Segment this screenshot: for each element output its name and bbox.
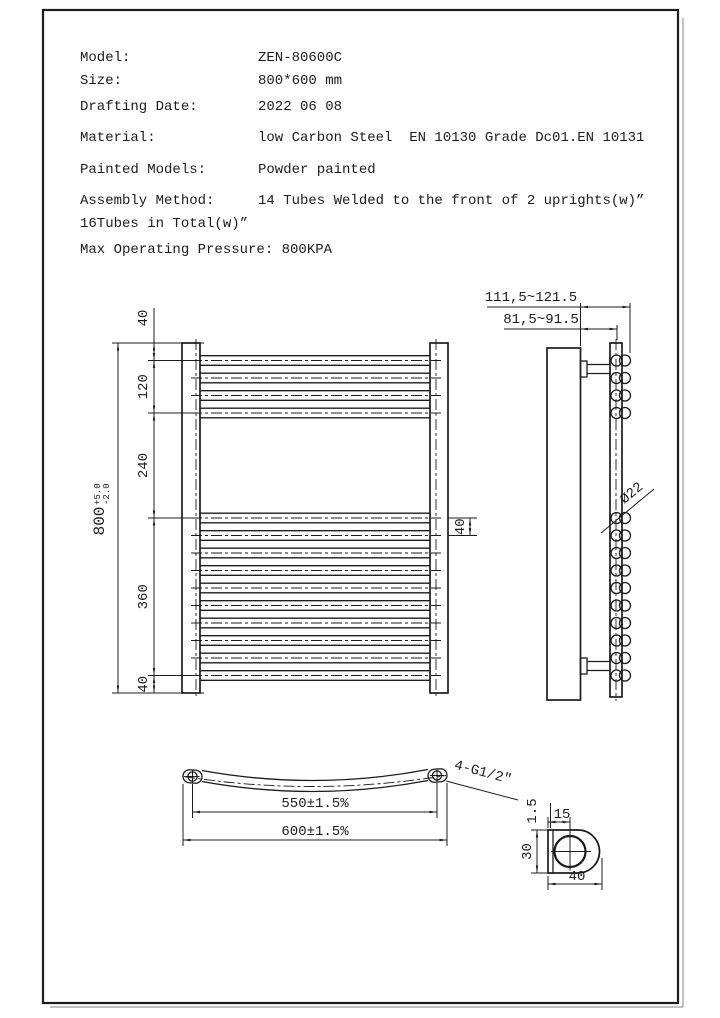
model-label: Model:: [80, 50, 131, 66]
dim-middle-gap-label: 240: [136, 452, 152, 479]
assembly-value: 14 Tubes Welded to the front of 2 uprights(w)”: [258, 193, 645, 209]
wall-section: [547, 348, 581, 700]
tubes: [191, 356, 441, 681]
dim-bottom-group-label: 360: [136, 584, 152, 610]
material-value: low Carbon Steel EN 10130 Grade Dc01.EN 10131: [258, 130, 645, 146]
dim-wall-to-upright-label: 81,5~91.5: [503, 312, 579, 328]
dim-top-group-label: 120: [136, 374, 152, 400]
connection-size-label: 4-G1/2": [452, 757, 514, 789]
dim-bottom-offset-label: 40: [136, 675, 152, 693]
dim-profile-height-label: 30: [520, 843, 536, 860]
tubes-total-note: 16Tubes in Total(w)”: [80, 216, 249, 232]
border-frame: [43, 10, 683, 1007]
dim-top-offset-label: 40: [136, 309, 152, 327]
size-value: 800*600 mm: [258, 73, 343, 89]
painted-value: Powder painted: [258, 162, 376, 178]
dim-overall-height: [91, 483, 112, 535]
detail-view: [520, 798, 602, 890]
tolerance-plus-label: +5.0: [93, 483, 103, 505]
wall-bracket-top: [581, 361, 611, 377]
date-value: 2022 06 08: [258, 99, 343, 115]
painted-label: Painted Models:: [80, 162, 207, 178]
dim-hole-centers-label: 550±1.5%: [281, 796, 349, 812]
material-label: Material:: [80, 130, 156, 146]
size-label: Size:: [80, 73, 123, 89]
front-view: [91, 308, 477, 697]
plan-view: [182, 758, 518, 846]
dim-profile-width-label: 40: [568, 869, 586, 885]
dim-overall-width-label: 600±1.5%: [281, 824, 349, 840]
assembly-label: Assembly Method:: [80, 193, 215, 209]
dim-tube-pitch-label: 40: [453, 518, 469, 536]
date-label: Drafting Date:: [80, 99, 198, 115]
tolerance-minus-label: -2.0: [102, 483, 112, 505]
model-value: ZEN-80600C: [258, 50, 343, 66]
wall-bracket-bottom: [581, 658, 611, 674]
dim-center-offset-label: 15: [553, 807, 571, 823]
side-view: [485, 290, 654, 701]
dim-wall-to-tube-face-label: 111,5~121.5: [484, 290, 578, 306]
tube-ends: [611, 355, 631, 681]
dim-overall-height-label: 800: [91, 506, 109, 536]
dim-wall-thickness-label: 1.5: [525, 798, 541, 824]
pressure-line: Max Operating Pressure: 800KPA: [80, 242, 333, 258]
tube-diameter-label: Ø22: [617, 479, 647, 508]
